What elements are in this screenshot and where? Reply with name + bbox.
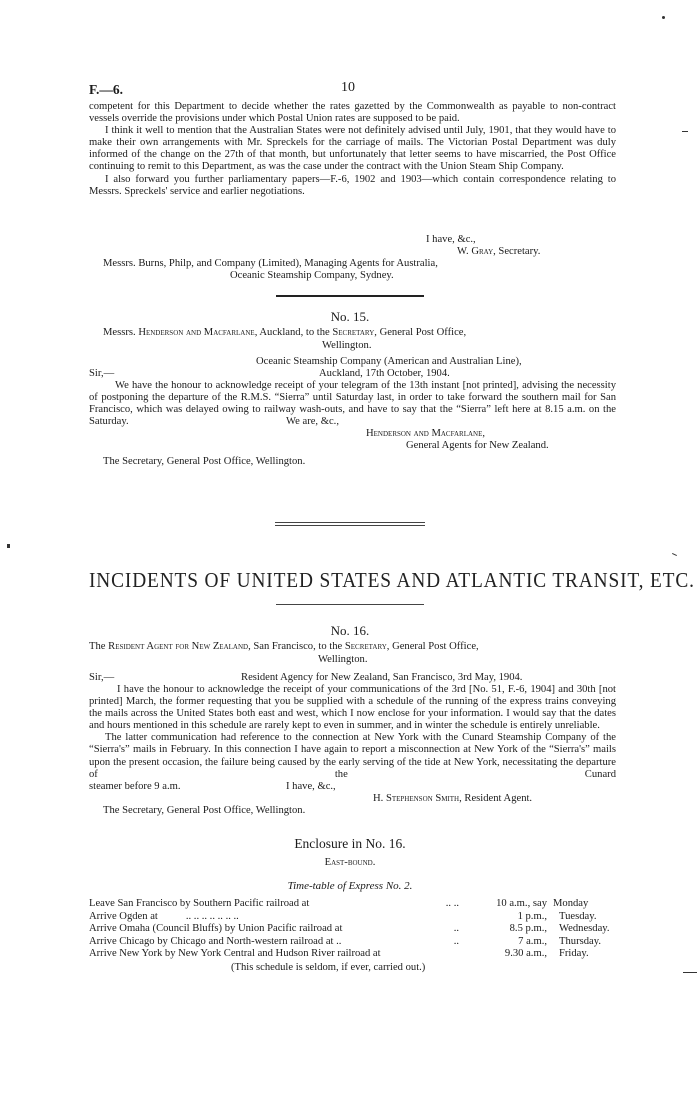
- day-cell: Tuesday.: [559, 910, 597, 922]
- series-code: F.—6.: [89, 82, 124, 97]
- letter-body: [89, 684, 616, 781]
- table-row: [89, 936, 610, 949]
- page-number: 10: [341, 80, 355, 95]
- signature: Henderson and Macfarlane,: [366, 428, 485, 439]
- letter-body: [89, 380, 616, 416]
- addressee: Oceanic Steamship Company, Sydney.: [230, 270, 394, 281]
- scan-mark: [672, 553, 677, 556]
- timetable-title: Time-table of Express No. 2.: [287, 880, 413, 892]
- letter-header: Wellington.: [322, 340, 372, 351]
- paragraph-end: Saturday.: [89, 416, 129, 427]
- salutation: Sir,—: [89, 672, 115, 683]
- scan-mark: [7, 544, 10, 548]
- closing: We are, &c.,: [286, 416, 339, 427]
- time-cell: 8.5 p.m.,: [509, 923, 547, 935]
- letter-continuation: [89, 101, 616, 198]
- addressee: The Secretary, General Post Office, Wellington.: [103, 805, 306, 816]
- route-cell: Arrive New York by New York Central and Hudson River railroad at: [89, 948, 381, 960]
- letter-number: No. 16.: [330, 623, 370, 638]
- signature-title: General Agents for New Zealand.: [406, 440, 549, 451]
- scan-mark: [662, 16, 665, 19]
- leader-cell: .. ..: [445, 898, 459, 909]
- divider: [275, 522, 425, 523]
- day-cell: Friday.: [559, 948, 589, 960]
- closing: I have, &c.,: [426, 234, 476, 245]
- closing: I have, &c.,: [286, 781, 336, 792]
- addressee: Messrs. Burns, Philp, and Company (Limited), Managing Agents for Australia,: [103, 258, 438, 269]
- time-cell: 10 a.m., say: [496, 898, 547, 909]
- time-cell: 9.30 a.m.,: [504, 948, 547, 960]
- paragraph: competent for this Department to decide whether the rates gazetted by the Commonwealth as payable to non-contract vessels override the provisions under which Postal Union rates are supposed to be paid.: [89, 101, 616, 125]
- date-line: Auckland, 17th October, 1904.: [319, 368, 450, 379]
- timetable: [89, 898, 610, 961]
- paragraph: I also forward you further parliamentary papers—F.-6, 1902 and 1903—which contain correspondence relating to Messrs. Spreckels' service and earlier negotiations.: [89, 173, 616, 197]
- divider: [275, 525, 425, 526]
- organisation: Oceanic Steamship Company (American and Australian Line),: [256, 356, 522, 367]
- paragraph: We have the honour to acknowledge receipt of your telegram of the 13th instant [not printed], advising the necessity of postponing the departure of the R.M.S. “Sierra” until Saturday last, in order to take forward the southern mail for San Francisco, which was delayed owing to railway wash-outs, and have to say that the “Sierra” left here at 8.15 a.m. on the: [89, 380, 616, 416]
- route-cell: Arrive Omaha (Council Bluffs) by Union Pacific railroad at: [89, 923, 343, 935]
- scan-mark: [683, 972, 697, 973]
- section-title: INCIDENTS OF UNITED STATES AND ATLANTIC TRANSIT, ETC.: [89, 568, 695, 592]
- date-line: Resident Agency for New Zealand, San Francisco, 3rd May, 1904.: [241, 672, 523, 683]
- leader-cell: ..: [453, 935, 459, 947]
- letter-number: No. 15.: [330, 309, 370, 324]
- signature: H. Stephenson Smith, Resident Agent.: [373, 793, 533, 804]
- table-row: [89, 898, 610, 911]
- paragraph: I have the honour to acknowledge the receipt of your communications of the 3rd [No. 51, F.-6, 1904] and 30th [not printed] March, the former requesting that you be supplied with a schedule of the running of the express trains conveying the mails across the United States both east and west, which I now enclose for your information. I would say that the dates and hours mentioned in this schedule are rarely kept to even in summer, and in winter the schedule is entirely unreliable.: [89, 684, 616, 732]
- paragraph-end: steamer before 9 a.m.: [89, 781, 181, 792]
- day-cell: Thursday.: [559, 935, 601, 947]
- letter-header: The Resident Agent for New Zealand, San Francisco, to the Secretary, General Post Office,: [89, 641, 479, 652]
- letter-header: Messrs. Henderson and Macfarlane, Auckland, to the Secretary, General Post Office,: [103, 327, 467, 338]
- paragraph: I think it well to mention that the Australian States were not definitely advised until July, 1901, that they would have to make their own arrangements with Mr. Spreckels for the carriage of mails. The Victorian Postal Department was duly informed of the change on the 27th of that month, but unfortunately that letter seems to have miscarried, the Post Office continuing to remit to this Department, as was the case under the contract with the Union Steam Ship Company.: [89, 125, 616, 173]
- direction-label: East-bound.: [324, 857, 376, 868]
- enclosure-heading: Enclosure in No. 16.: [294, 836, 406, 851]
- scan-mark: [682, 131, 688, 132]
- time-cell: 1 p.m.,: [517, 910, 547, 922]
- table-row: [89, 923, 610, 936]
- signature: W. Gray, Secretary.: [457, 246, 541, 257]
- route-cell: Arrive Ogden at .. .. .. .. .. .. ..: [89, 910, 239, 922]
- leader-cell: ..: [453, 923, 459, 935]
- salutation: Sir,—: [89, 368, 115, 379]
- route-cell: Leave San Francisco by Southern Pacific railroad at: [89, 898, 310, 909]
- letter-header: Wellington.: [318, 654, 368, 665]
- timetable-table: [89, 898, 610, 961]
- divider: [276, 604, 424, 605]
- day-cell: Wednesday.: [559, 923, 610, 935]
- addressee: The Secretary, General Post Office, Wellington.: [103, 456, 306, 467]
- divider: [276, 295, 424, 297]
- table-row: [89, 948, 610, 961]
- table-row: [89, 911, 610, 924]
- day-cell: Monday: [553, 898, 589, 909]
- route-cell: Arrive Chicago by Chicago and North-western railroad at ..: [89, 935, 342, 947]
- time-cell: 7 a.m.,: [518, 935, 547, 947]
- paragraph: The latter communication had reference to the connection at New York with the Cunard Steamship Company of the “Sierra's” mails in February. In this connection I have again to report a misconnection at New York of the “Sierra's” mails upon the present occasion, the failure being caused by the early serving of the tide at New York, necessitating the departure of the Cunard: [89, 732, 616, 780]
- timetable-note: (This schedule is seldom, if ever, carried out.): [231, 962, 426, 973]
